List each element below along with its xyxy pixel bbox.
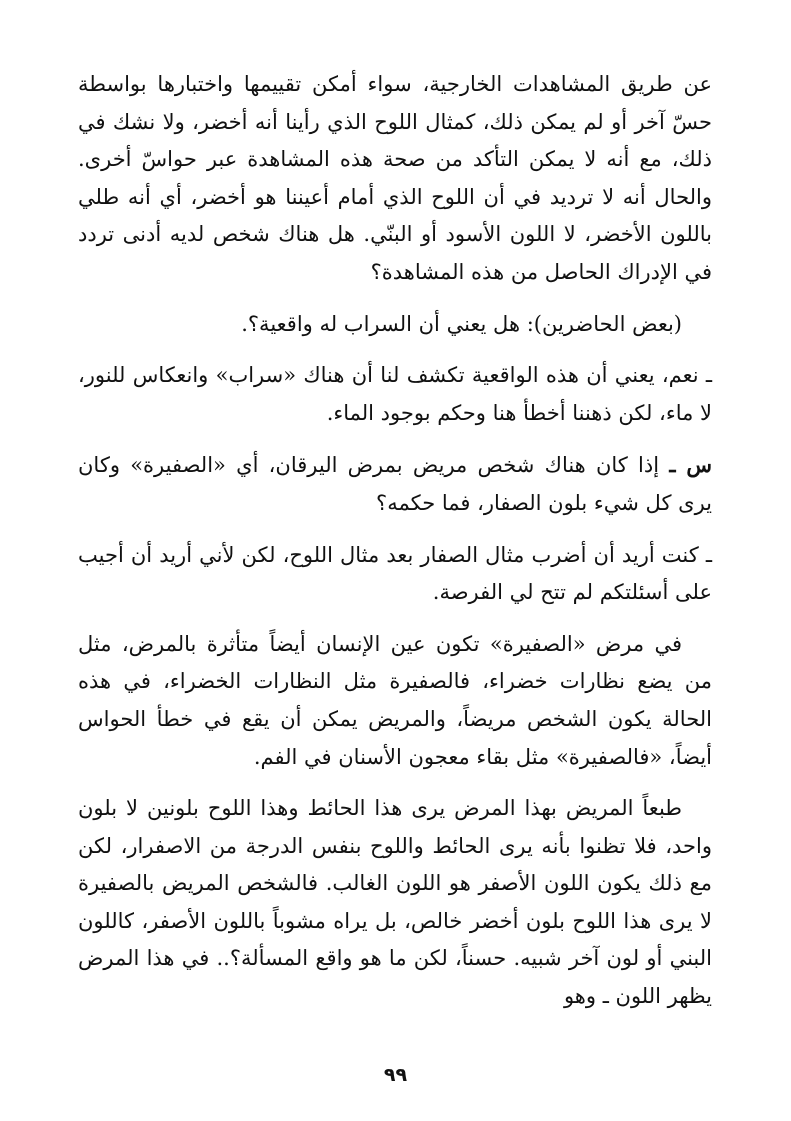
- paragraph-1: عن طريق المشاهدات الخارجية، سواء أمكن تقييمها واختبارها بواسطة حسّ آخر أو لم يمكن ذلك، كمثال اللوح الذي رأينا أنه أخضر، ولا نشك في ذلك، مع أنه لا يمكن التأكد من صحة هذه المشاهدة عبر حواسّ أخرى. والحال أنه لا ترديد في أن اللوح الذي أمام أعيننا هو أخضر، أي أنه طلي باللون الأخضر، لا اللون الأسود أو البنّي. هل هناك شخص لديه أدنى تردد في الإدراك الحاصل من هذه المشاهدة؟: [78, 72, 712, 284]
- paragraph-2-audience-question: (بعض الحاضرين): هل يعني أن السراب له واقعية؟.: [241, 311, 682, 336]
- paragraph-5-answer: ـ كنت أريد أن أضرب مثال الصفار بعد مثال اللوح، لكن لأني أريد أن أجيب على أسئلتكم لم تتح لي الفرصة.: [78, 542, 712, 605]
- page-body: [78, 66, 712, 1030]
- paragraph-3-answer: ـ نعم، يعني أن هذه الواقعية تكشف لنا أن هناك «سراب» وانعكاس للنور، لا ماء، لكن ذهننا أخطأ هنا وحكم بوجود الماء.: [78, 363, 712, 425]
- page-number: ٩٩: [383, 1064, 408, 1086]
- paragraph-4-question: [78, 446, 712, 522]
- question-marker: س ـ: [669, 452, 712, 478]
- paragraph-7: طبعاً المريض بهذا المرض يرى هذا الحائط وهذا اللوح بلونين لا بلون واحد، فلا تظنوا بأنه يرى الحائط واللوح بنفس الدرجة من الاصفرار، لكن مع ذلك يكون اللون الأصفر هو اللون الغالب. فالشخص المريض بالصفيرة لا يرى هذا اللوح بلون أخضر خالص، بل يراه مشوباً باللون الأصفر، كاللون البني أو لون آخر شبيه. حسناً، لكن ما هو واقع المسألة؟.. في هذا المرض يظهر اللون ـ وهو: [78, 796, 712, 1009]
- question-text: إذا كان هناك شخص مريض بمرض اليرقان، أي «الصفيرة» وكان يرى كل شيء بلون الصفار، فما حكمه؟: [78, 453, 712, 515]
- paragraph-6: في مرض «الصفيرة» تكون عين الإنسان أيضاً متأثرة بالمرض، مثل من يضع نظارات خضراء، فالصفيرة مثل النظارات الخضراء، في هذه الحالة يكون الشخص مريضاً، والمريض يمكن أن يقع في خطأ الحواس أيضاً، «فالصفيرة» مثل بقاء معجون الأسنان في الفم.: [78, 631, 712, 769]
